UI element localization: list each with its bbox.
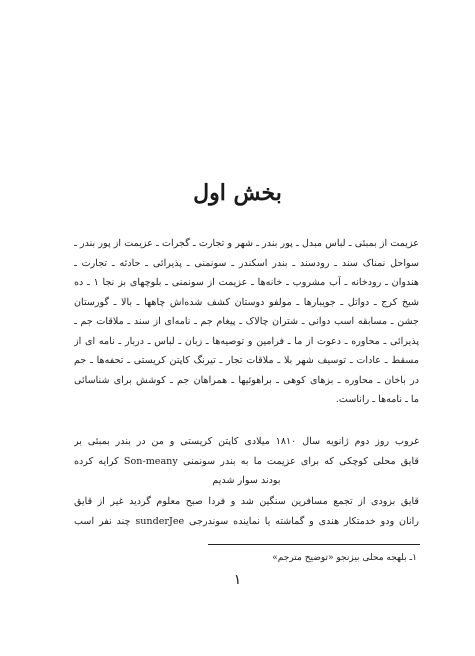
summary-line: هندوان ـ رودخانه ـ آب مشروب ـ خانه‌ها ـ عزیمت از سونمنی ـ بلوچهای بز نجا ۱ ـ ده xyxy=(74,277,419,288)
paragraph-line: بودند سوار شدیم xyxy=(212,475,281,486)
summary-line: مسقط ـ عادات ـ توسیف شهر بلا ـ ملاقات تجار ـ تیرنگ کاپتن کریستی ـ تحفه‌ها ـ جم xyxy=(74,355,419,366)
summary-line: شیخ کرج ـ دواتل ـ جویبارها ـ مولفو دوستان کشف شده‌اش چاهها ـ بالا ـ گورستان xyxy=(74,296,419,308)
chapter-heading: بخش اول xyxy=(193,180,282,206)
summary-line: در باخان ـ محاوره ـ بزهای کوهی ـ براهوئیها ـ همراهان جم ـ کوشش برای شناسائی xyxy=(74,374,419,386)
paragraph-line: غروب روز دوم ژانویه سال ۱۸۱۰ میلادی کاپتن کریستی و من در بندر بمبئی بر xyxy=(74,436,419,447)
summary-line: سواحل نمناک سند ـ رودسند ـ بندر اسکندر ـ سونمنی ـ پذیرائی ـ حادثه ـ تجارت ـ xyxy=(74,257,419,269)
page-number: ۱ xyxy=(233,572,242,588)
paragraph-1 xyxy=(74,432,419,491)
paragraph-line: قایق محلی کوچکی که برای عزیمت ما به بندر سونمنی Son-meany کرایه کرده xyxy=(74,455,419,467)
paragraph-line: قایق بزودی از تجمع مسافرین سنگین شد و فردا صبح معلوم گردید غیر از قایق xyxy=(74,496,419,507)
summary-line: جشن ـ مسابقه اسب دوانی ـ شتران چالاک ـ پیغام جم ـ نامه‌ای از سند ـ ملاقات جم ـ xyxy=(74,316,419,327)
chapter-summary xyxy=(74,234,419,410)
paragraph-2 xyxy=(74,492,419,531)
footnote-divider xyxy=(208,544,420,545)
summary-line: عزیمت از بمبئی ـ لباس مبدل ـ پور بندر ـ شهر و تجارت ـ گجرات ـ عزیمت از پور بندر ـ xyxy=(74,238,419,249)
summary-line: پذیرائی ـ محاوره ـ دعوت از ما ـ فرامین و توصیه‌ها ـ زبان ـ لباس ـ دربار ـ نامه ای از xyxy=(74,335,419,347)
footnote: ۱ـ بلهجه محلی بیزنجو «توضیح مترجم» xyxy=(272,553,417,563)
summary-line: ما ـ نامه‌ها ـ راناست. xyxy=(335,394,419,405)
paragraph-line: رانان ودو خدمتکار هندی و گماشته یا نماینده سوندرجی sunderJee چند نفر اسب xyxy=(74,515,419,527)
